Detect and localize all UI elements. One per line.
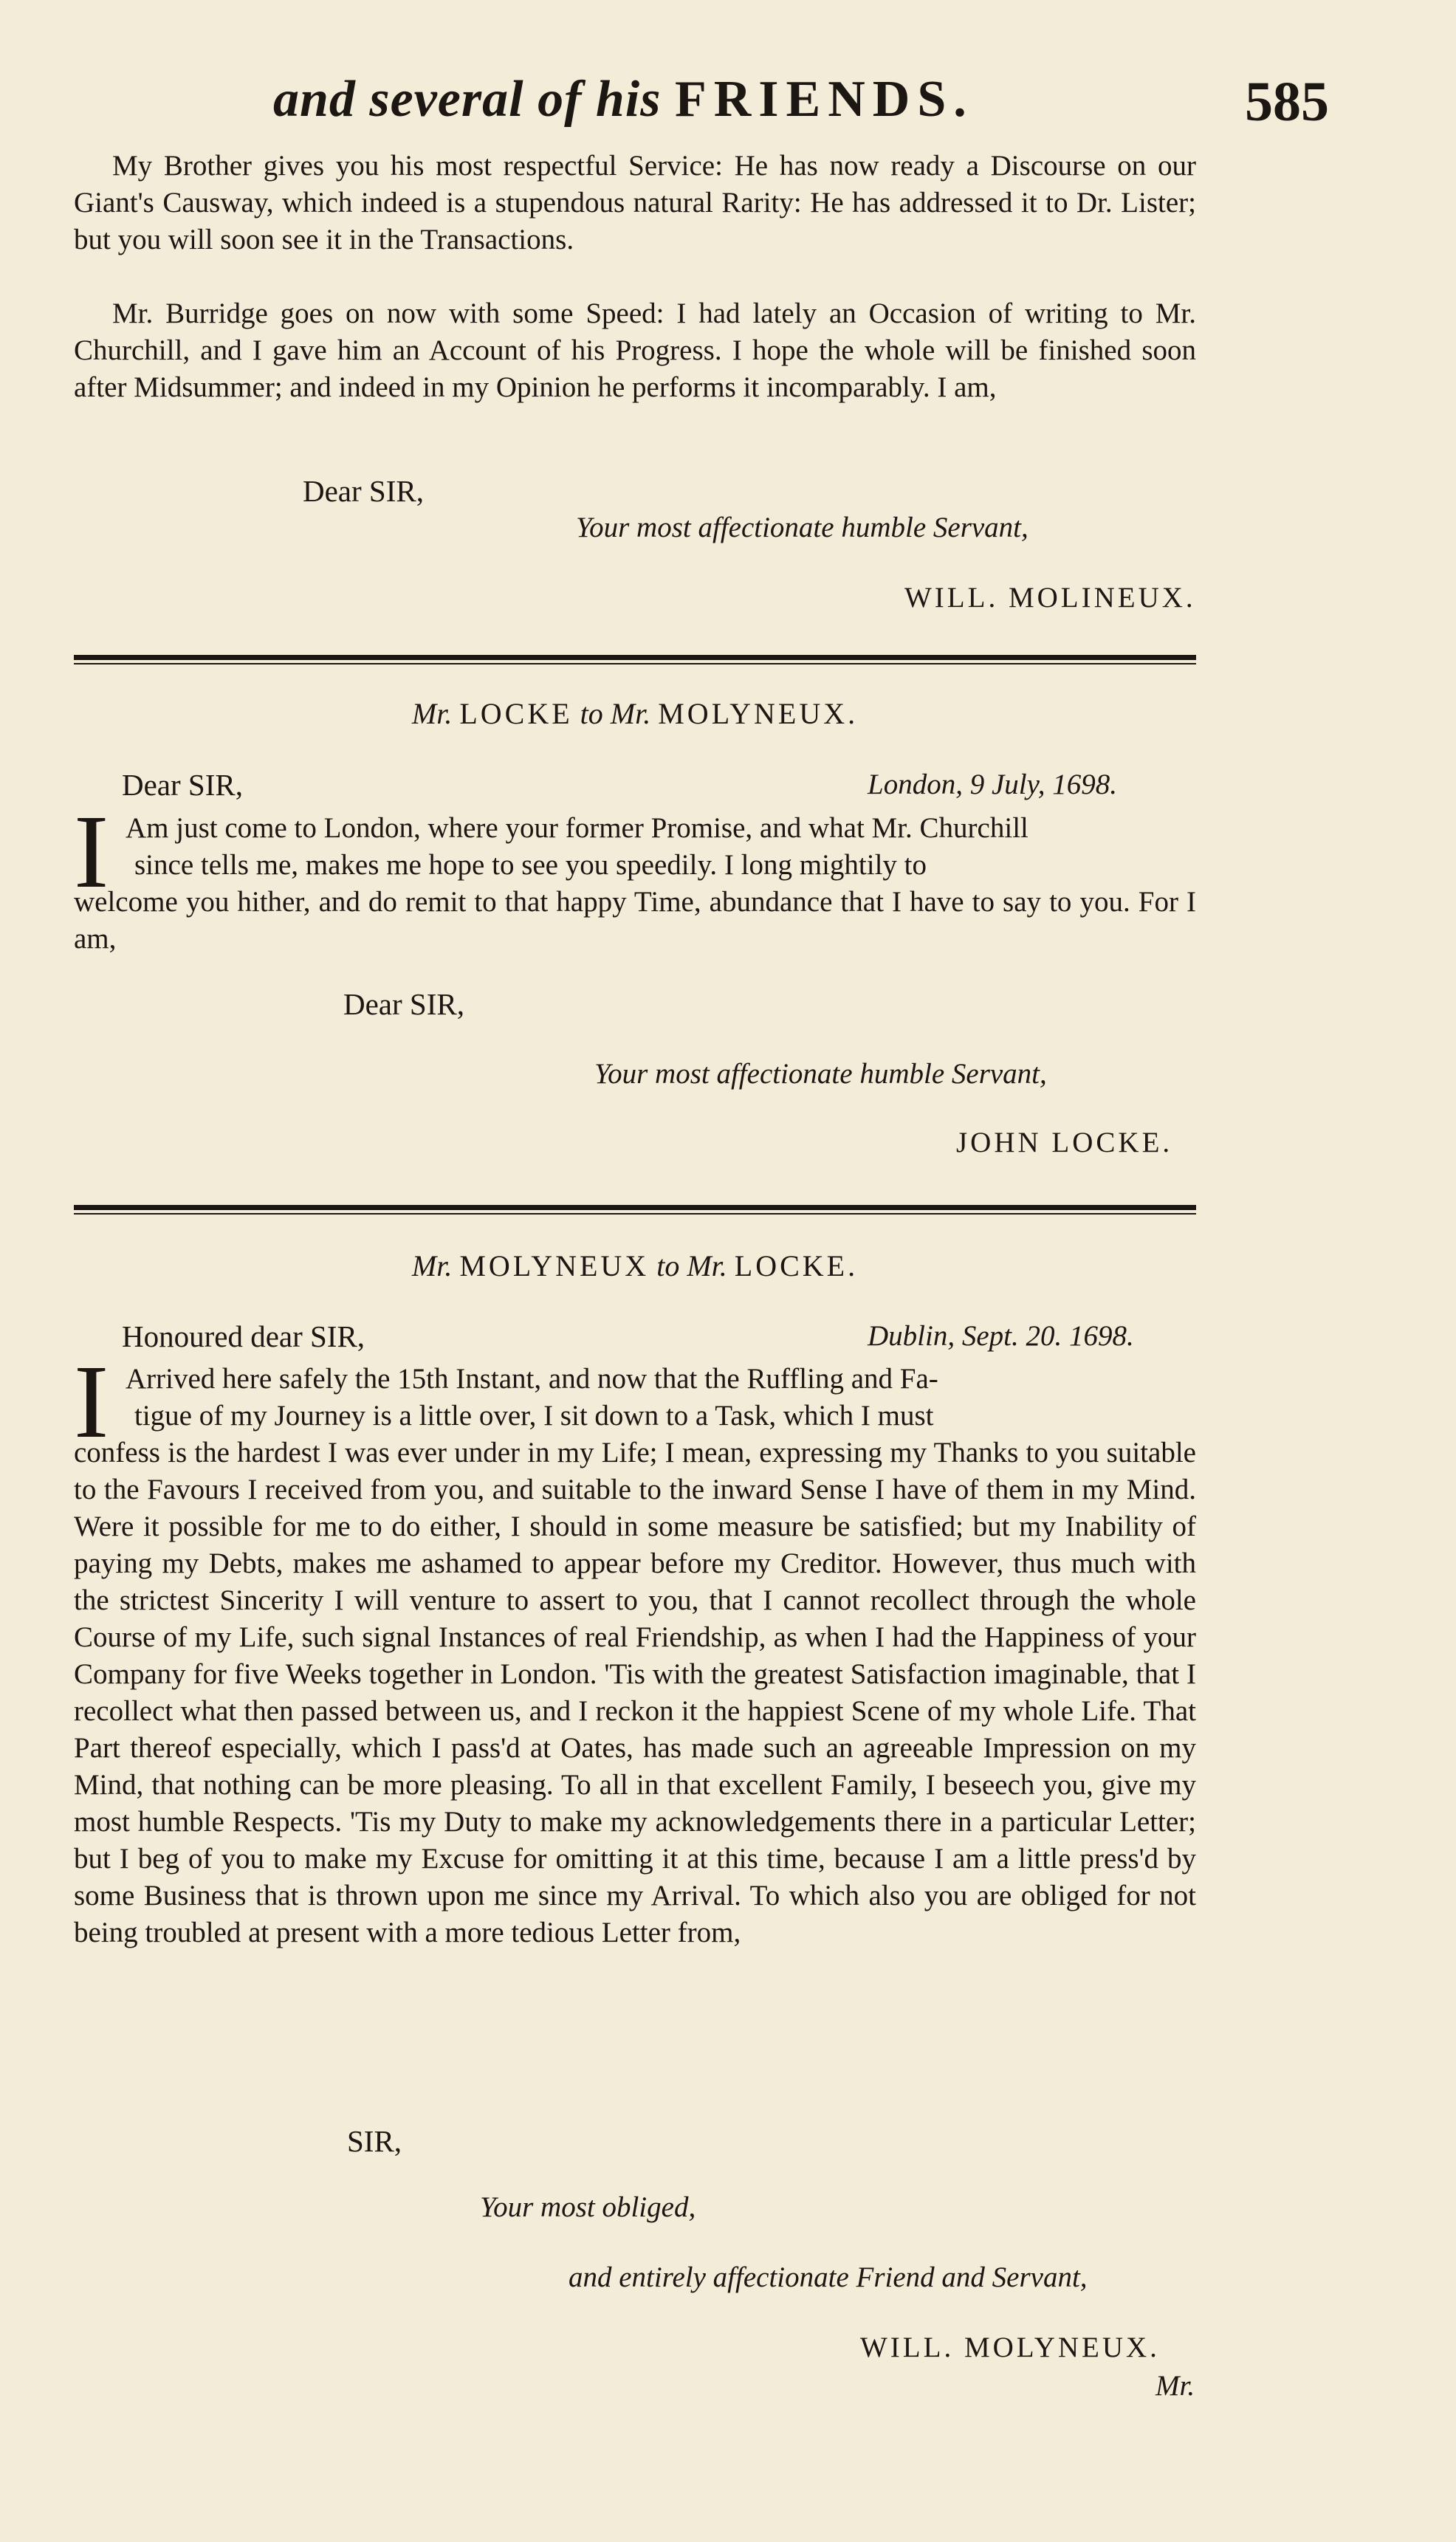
letter1-salutation: Dear SIR, xyxy=(303,474,424,508)
letter3-title-to: to xyxy=(656,1249,680,1282)
letter3-greeting: Honoured dear SIR, xyxy=(122,1319,365,1353)
letter3-closing-2: and entirely affectionate Friend and Servant, xyxy=(569,2261,1088,2293)
letter3-salutation: SIR, xyxy=(347,2124,402,2158)
running-header xyxy=(74,70,1329,137)
running-head-italic: and several of his xyxy=(273,71,662,128)
letter2-body-line1 xyxy=(126,810,1196,847)
letter3-title-name1: MOLYNEUX xyxy=(459,1249,650,1282)
letter1-closing: Your most affectionate humble Servant, xyxy=(576,512,1029,543)
letter2-dateline: London, 9 July, 1698. xyxy=(868,769,1117,800)
letter3-body-line2 xyxy=(134,1398,1196,1435)
letter1-paragraph-2: Mr. Burridge goes on now with some Speed: I had lately an Occasion of writing to Mr. Churchill, and I gave him an Account of his Progress. I hope the whole will be finished soon after Midsummer; and indeed in my Opinion he performs it incomparably. I am, xyxy=(74,298,1196,403)
letter2-body-line2 xyxy=(134,847,1196,884)
section-divider-2-thin xyxy=(74,1213,1196,1215)
letter2-title-mr2: Mr. xyxy=(610,697,651,730)
section-divider-2 xyxy=(74,1205,1196,1210)
letter3-closing-1: Your most obliged, xyxy=(480,2191,696,2223)
letter2-body-rest: welcome you hither, and do remit to that happy Time, abundance that I have to say to you. For I am, xyxy=(74,886,1196,955)
letter3-signature: WILL. MOLYNEUX. xyxy=(860,2332,1160,2363)
catchword: Mr. xyxy=(1155,2370,1195,2402)
letter1-paragraph-1: My Brother gives you his most respectful Service: He has now ready a Discourse on our Giant's Causway, which indeed is a stupendous natural Rarity: He has addressed it to Dr. Lister; but you will soon see it in the Transactions. xyxy=(74,150,1196,255)
letter3-body-rest: confess is the hardest I was ever under in my Life; I mean, expressing my Thanks to you suitable to the Favours I received from you, and suitable to the inward Sense I have of them in my Mind. Were it possible for me to do either, I should in some measure be satisfied; but my Inability of paying my Debts, makes me ashamed to appear before my Creditor. However, thus much with the strictest Sincerity I will venture to assert to you, that I cannot recollect through the whole Course of my Life, such signal Instances of real Friendship, as when I had the Happiness of your Company for five Weeks together in London. 'Tis with the greatest Satisfaction imaginable, that I recollect what then passed between us, and I reckon it the happiest Scene of my whole Life. That Part thereof especially, which I pass'd at Oates, has made such an agreeable Impression on my Mind, that nothing can be more pleasing. To all in that excellent Family, I beseech you, give my most humble Respects. 'Tis my Duty to make my acknowledgements there in a particular Letter; but I beg of you to make my Excuse for omitting it at this time, because I am a little press'd by some Business that is thrown upon me since my Arrival. To which also you are obliged for not being troubled at present with a more tedious Letter from, xyxy=(74,1437,1196,1948)
letter2-dropcap: I xyxy=(74,793,109,910)
letter2-title-mr1: Mr. xyxy=(411,697,453,730)
letter2-title-to: to xyxy=(580,697,603,730)
page-number: 585 xyxy=(1245,71,1329,133)
letter2-title-name1: LOCKE xyxy=(459,697,573,730)
letter2-closing: Your most affectionate humble Servant, xyxy=(594,1058,1047,1090)
letter3-dropcap: I xyxy=(74,1343,109,1460)
section-divider-1 xyxy=(74,655,1196,660)
letter2-title-name2: MOLYNEUX. xyxy=(658,697,859,730)
letter3-body-line1-text: Arrived here safely the 15th Instant, and now that the Ruffling and Fa- xyxy=(126,1363,938,1395)
letter2-body-line1-text: Am just come to London, where your former Promise, and what Mr. Churchill xyxy=(126,812,1029,844)
letter3-body-line1 xyxy=(126,1361,1196,1398)
letter3-title-name2: LOCKE. xyxy=(734,1249,859,1282)
letter2-signature: JOHN LOCKE. xyxy=(956,1127,1173,1158)
letter2-title xyxy=(74,695,1196,732)
letter2-greeting: Dear SIR, xyxy=(122,768,243,802)
letter3-title xyxy=(74,1248,1196,1285)
letter3-dateline: Dublin, Sept. 20. 1698. xyxy=(868,1320,1134,1352)
running-head xyxy=(273,70,974,129)
letter3-title-mr1: Mr. xyxy=(411,1249,453,1282)
letter3-title-mr2: Mr. xyxy=(687,1249,727,1282)
letter2-salutation: Dear SIR, xyxy=(343,987,464,1021)
section-divider-1-thin xyxy=(74,663,1196,664)
letter3-body-line2-text: tigue of my Journey is a little over, I sit down to a Task, which I must xyxy=(134,1400,934,1432)
letter2-body-line2-text: since tells me, makes me hope to see you speedily. I long mightily to xyxy=(134,849,927,881)
letter1-signature: WILL. MOLINEUX. xyxy=(904,582,1196,614)
running-head-caps: FRIENDS. xyxy=(675,71,974,128)
